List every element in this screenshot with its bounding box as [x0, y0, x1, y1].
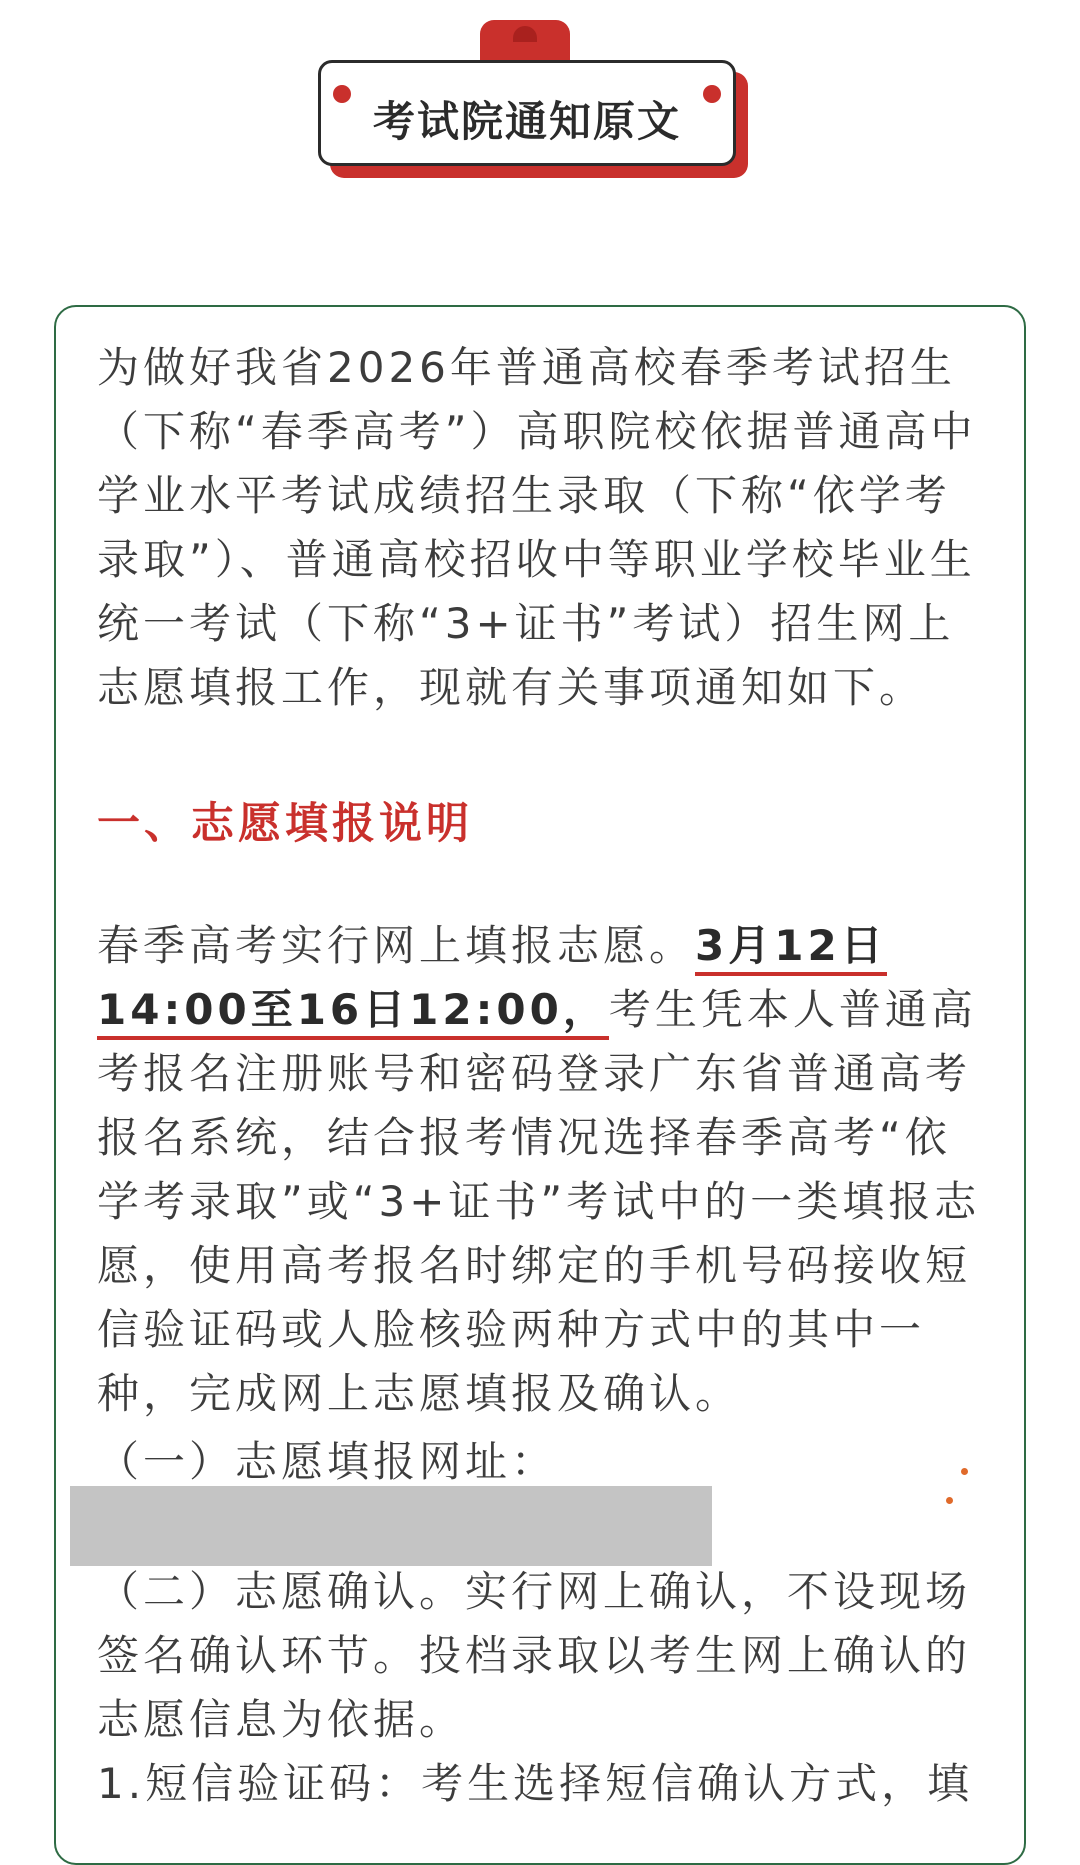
- decorative-dot: [961, 1468, 968, 1475]
- subsection-website: （一）志愿填报网址：: [97, 1437, 558, 1486]
- sms-verification-item: 1.短信验证码：考生选择短信确认方式，填: [97, 1759, 974, 1808]
- redacted-url-block: [70, 1486, 712, 1566]
- section-heading-volunteer-filling: 一、志愿填报说明: [97, 799, 473, 849]
- notice-title-badge: [318, 20, 748, 180]
- deadline-highlight: 3月12日14:00至16日12:00，: [97, 921, 887, 1040]
- intro-paragraph: 为做好我省2026年普通高校春季考试招生（下称“春季高考”）高职院校依据普通高中学业水平考试成绩招生录取（下称“依学考录取”）、普通高校招收中等职业学校毕业生统一考试（下称“3+证书”考试）招生网上志愿填报工作，现就有关事项通知如下。: [97, 343, 977, 712]
- subsection-confirmation: （二）志愿确认。实行网上确认，不设现场签名确认环节。投档录取以考生网上确认的志愿信息为依据。: [97, 1567, 972, 1744]
- volunteer-filling-paragraph: [97, 914, 987, 1426]
- page-title: 考试院通知原文: [372, 97, 681, 146]
- paragraph-prefix: 春季高考实行网上填报志愿。: [97, 921, 696, 970]
- paragraph-suffix: 考生凭本人普通高考报名注册账号和密码登录广东省普通高考报名系统，结合报考情况选择春季高考“依学考录取”或“3+证书”考试中的一类填报志愿，使用高考报名时绑定的手机号码接收短信验证码或人脸核验两种方式中的其中一种，完成网上志愿填报及确认。: [97, 985, 981, 1418]
- decorative-dot: [946, 1497, 953, 1504]
- badge-card: [318, 60, 736, 166]
